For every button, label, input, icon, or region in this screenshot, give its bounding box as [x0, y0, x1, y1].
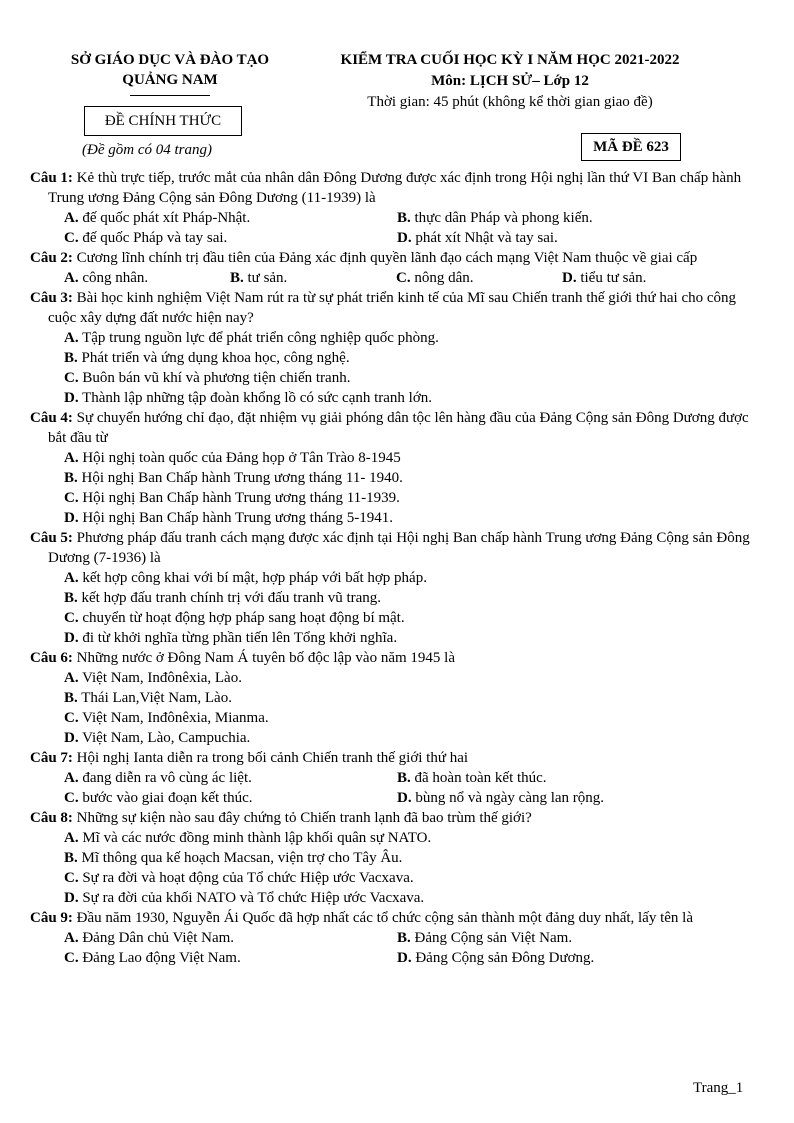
answer-options [30, 328, 750, 408]
exam-title: KIỂM TRA CUỐI HỌC KỲ I NĂM HỌC 2021-2022 [340, 52, 680, 68]
option-letter: D. [397, 950, 412, 966]
option-letter: D. [64, 510, 79, 526]
answer-options [30, 768, 750, 808]
option-letter: C. [64, 950, 79, 966]
question-7 [30, 748, 750, 808]
option-text: đế quốc Pháp và tay sai. [82, 230, 228, 246]
question-stem [30, 408, 750, 448]
question-text: Kẻ thù trực tiếp, trước mắt của nhân dân Đông Dương được xác định trong Hội nghị lần thứ VI Ban chấp hành Trung ương Đảng Cộng sản Đông Dương (11-1939) là [48, 170, 742, 206]
option-text: Đảng Lao động Việt Nam. [82, 950, 241, 966]
question-label: Câu 7: [30, 750, 73, 766]
option-text: bước vào giai đoạn kết thúc. [82, 790, 253, 806]
question-label: Câu 4: [30, 410, 73, 426]
option-letter: A. [64, 450, 79, 466]
option-text: tiểu tư sản. [580, 270, 647, 286]
option-letter: C. [396, 270, 411, 286]
exam-code-badge: MÃ ĐỀ 623 [581, 133, 681, 161]
option-letter: A. [64, 830, 79, 846]
option-letter: B. [230, 270, 244, 286]
question-9 [30, 908, 750, 968]
question-text: Những sự kiện nào sau đây chứng tỏ Chiến tranh lạnh đã bao trùm thế giới? [76, 810, 532, 826]
answer-option-b [64, 348, 750, 368]
answer-option-b [230, 268, 396, 288]
answer-option-a [64, 928, 397, 948]
option-letter: A. [64, 270, 79, 286]
option-letter: A. [64, 670, 79, 686]
official-badge: ĐỀ CHÍNH THỨC [84, 106, 242, 136]
answer-option-b [64, 588, 750, 608]
option-text: Tập trung nguồn lực để phát triển công nghiệp quốc phòng. [82, 330, 439, 346]
option-letter: D. [64, 630, 79, 646]
question-text: Sự chuyển hướng chỉ đạo, đặt nhiệm vụ giải phóng dân tộc lên hàng đầu của Đảng Cộng sản Đông Dương được bắt đầu từ [48, 410, 749, 446]
option-letter: B. [397, 210, 411, 226]
answer-options [30, 208, 750, 248]
option-letter: C. [64, 710, 79, 726]
option-text: Sự ra đời và hoạt động của Tổ chức Hiệp ước Vacxava. [82, 870, 414, 886]
answer-options [30, 448, 750, 528]
department-header [50, 50, 290, 96]
answer-option-d [64, 388, 750, 408]
option-text: nông dân. [414, 270, 474, 286]
question-text: Những nước ở Đông Nam Á tuyên bố độc lập vào năm 1945 là [76, 650, 455, 666]
department-name: SỞ GIÁO DỤC VÀ ĐÀO TẠO [70, 52, 270, 68]
answer-option-a [64, 328, 750, 348]
option-text: bùng nổ và ngày càng lan rộng. [415, 790, 605, 806]
option-letter: B. [397, 770, 411, 786]
question-3 [30, 288, 750, 408]
question-stem [30, 168, 750, 208]
question-8 [30, 808, 750, 908]
option-text: đã hoàn toàn kết thúc. [414, 770, 547, 786]
question-label: Câu 2: [30, 250, 73, 266]
option-text: Hội nghị Ban Chấp hành Trung ương tháng 11-1939. [82, 490, 400, 506]
question-stem [30, 908, 750, 928]
question-stem [30, 748, 750, 768]
option-letter: C. [64, 790, 79, 806]
option-letter: B. [64, 690, 78, 706]
answer-option-d [397, 788, 730, 808]
option-letter: D. [64, 890, 79, 906]
option-letter: B. [397, 930, 411, 946]
answer-option-a [64, 208, 397, 228]
option-text: phát xít Nhật và tay sai. [415, 230, 558, 246]
answer-option-d [64, 888, 750, 908]
option-text: Thái Lan,Việt Nam, Lào. [81, 690, 232, 706]
option-letter: B. [64, 590, 78, 606]
option-letter: B. [64, 850, 78, 866]
question-text: Bài học kinh nghiệm Việt Nam rút ra từ sự phát triển kinh tế của Mĩ sau Chiến tranh thế giới thứ hai cho công cuộc xây dựng đất nước hiện nay? [48, 290, 737, 326]
answer-option-a [64, 448, 750, 468]
question-5 [30, 528, 750, 648]
option-text: Hội nghị Ban Chấp hành Trung ương tháng 11- 1940. [81, 470, 403, 486]
answer-option-c [64, 368, 750, 388]
option-letter: C. [64, 230, 79, 246]
option-text: Mĩ và các nước đồng minh thành lập khối quân sự NATO. [82, 830, 432, 846]
option-text: Đảng Cộng sản Đông Dương. [415, 950, 595, 966]
option-text: Thành lập những tập đoàn khổng lồ có sức cạnh tranh lớn. [82, 390, 433, 406]
answer-option-c [64, 708, 750, 728]
question-stem [30, 288, 750, 328]
option-letter: A. [64, 770, 79, 786]
option-text: đế quốc phát xít Pháp-Nhật. [82, 210, 251, 226]
answer-options [30, 268, 750, 288]
option-letter: D. [64, 390, 79, 406]
answer-options [30, 928, 750, 968]
option-letter: C. [64, 610, 79, 626]
question-stem [30, 648, 750, 668]
page-count-note: (Đề gồm có 04 trang) [82, 142, 212, 158]
answer-option-c [396, 268, 562, 288]
question-text: Phương pháp đấu tranh cách mạng được xác định tại Hội nghị Ban chấp hành Trung ương Đảng Cộng sản Đông Dương (7-1936) là [48, 530, 750, 566]
question-2 [30, 248, 750, 288]
option-letter: A. [64, 210, 79, 226]
answer-option-c [64, 948, 397, 968]
header-underline [130, 95, 210, 96]
option-text: Việt Nam, Inđônêxia, Mianma. [82, 710, 269, 726]
page-number: Trang_1 [693, 1080, 744, 1096]
question-label: Câu 3: [30, 290, 73, 306]
answer-option-a [64, 668, 750, 688]
option-text: Đảng Dân chủ Việt Nam. [82, 930, 235, 946]
answer-option-b [397, 928, 730, 948]
option-text: thực dân Pháp và phong kiến. [414, 210, 593, 226]
question-1 [30, 168, 750, 248]
option-text: Buôn bán vũ khí và phương tiện chiến tranh. [82, 370, 351, 386]
option-text: Mĩ thông qua kế hoạch Macsan, viện trợ cho Tây Âu. [81, 850, 403, 866]
option-text: Việt Nam, Lào, Campuchia. [82, 730, 251, 746]
answer-option-d [397, 948, 730, 968]
option-text: Đảng Cộng sản Việt Nam. [414, 930, 573, 946]
answer-options [30, 568, 750, 648]
answer-option-c [64, 788, 397, 808]
exam-subject: Môn: LỊCH SỬ– Lớp 12 [431, 73, 589, 89]
answer-option-a [64, 828, 750, 848]
option-text: chuyển từ hoạt động hợp pháp sang hoạt động bí mật. [82, 610, 405, 626]
answer-option-b [64, 468, 750, 488]
option-letter: D. [397, 230, 412, 246]
option-text: Việt Nam, Inđônêxia, Lào. [82, 670, 242, 686]
exam-time: Thời gian: 45 phút (không kể thời gian giao đề) [367, 94, 653, 110]
option-letter: B. [64, 350, 78, 366]
answer-option-b [64, 848, 750, 868]
option-letter: C. [64, 490, 79, 506]
option-text: đang diễn ra vô cùng ác liệt. [82, 770, 252, 786]
option-text: kết hợp công khai với bí mật, hợp pháp với bất hợp pháp. [82, 570, 427, 586]
option-letter: D. [64, 730, 79, 746]
answer-option-d [64, 508, 750, 528]
answer-options [30, 828, 750, 908]
answer-option-b [397, 208, 730, 228]
option-text: đi từ khởi nghĩa từng phần tiến lên Tổng khởi nghĩa. [82, 630, 398, 646]
option-text: tư sản. [247, 270, 288, 286]
option-text: công nhân. [82, 270, 149, 286]
exam-header [300, 50, 720, 112]
option-letter: A. [64, 570, 79, 586]
question-text: Hội nghị Ianta diễn ra trong bối cảnh Chiến tranh thế giới thứ hai [76, 750, 469, 766]
option-text: Sự ra đời của khối NATO và Tổ chức Hiệp ước Vacxava. [82, 890, 425, 906]
question-text: Cương lĩnh chính trị đầu tiên của Đảng xác định quyền lãnh đạo cách mạng Việt Nam thuộc về giai cấp [76, 250, 698, 266]
answer-option-b [64, 688, 750, 708]
option-letter: B. [64, 470, 78, 486]
option-text: Hội nghị Ban Chấp hành Trung ương tháng 5-1941. [82, 510, 393, 526]
option-letter: D. [562, 270, 577, 286]
question-stem [30, 248, 750, 268]
answer-option-d [64, 728, 750, 748]
province-name: QUẢNG NAM [122, 72, 218, 88]
question-6 [30, 648, 750, 748]
option-text: Hội nghị toàn quốc của Đảng họp ở Tân Trào 8-1945 [82, 450, 401, 466]
answer-option-a [64, 268, 230, 288]
answer-option-c [64, 868, 750, 888]
option-text: Phát triển và ứng dụng khoa học, công nghệ. [81, 350, 350, 366]
question-label: Câu 6: [30, 650, 73, 666]
answer-option-c [64, 488, 750, 508]
question-label: Câu 5: [30, 530, 73, 546]
answer-option-a [64, 568, 750, 588]
option-letter: C. [64, 870, 79, 886]
option-letter: A. [64, 930, 79, 946]
answer-option-d [562, 268, 728, 288]
question-label: Câu 1: [30, 170, 73, 186]
question-text: Đầu năm 1930, Nguyễn Ái Quốc đã hợp nhất các tổ chức cộng sản thành một đảng duy nhất, lấy tên là [76, 910, 693, 926]
option-letter: A. [64, 330, 79, 346]
option-text: kết hợp đấu tranh chính trị với đấu tranh vũ trang. [81, 590, 382, 606]
question-stem [30, 808, 750, 828]
answer-option-d [397, 228, 730, 248]
question-label: Câu 8: [30, 810, 73, 826]
answer-option-b [397, 768, 730, 788]
answer-options [30, 668, 750, 748]
answer-option-d [64, 628, 750, 648]
question-stem [30, 528, 750, 568]
answer-option-c [64, 608, 750, 628]
question-list [30, 168, 750, 968]
option-letter: D. [397, 790, 412, 806]
question-4 [30, 408, 750, 528]
question-label: Câu 9: [30, 910, 73, 926]
answer-option-c [64, 228, 397, 248]
answer-option-a [64, 768, 397, 788]
option-letter: C. [64, 370, 79, 386]
